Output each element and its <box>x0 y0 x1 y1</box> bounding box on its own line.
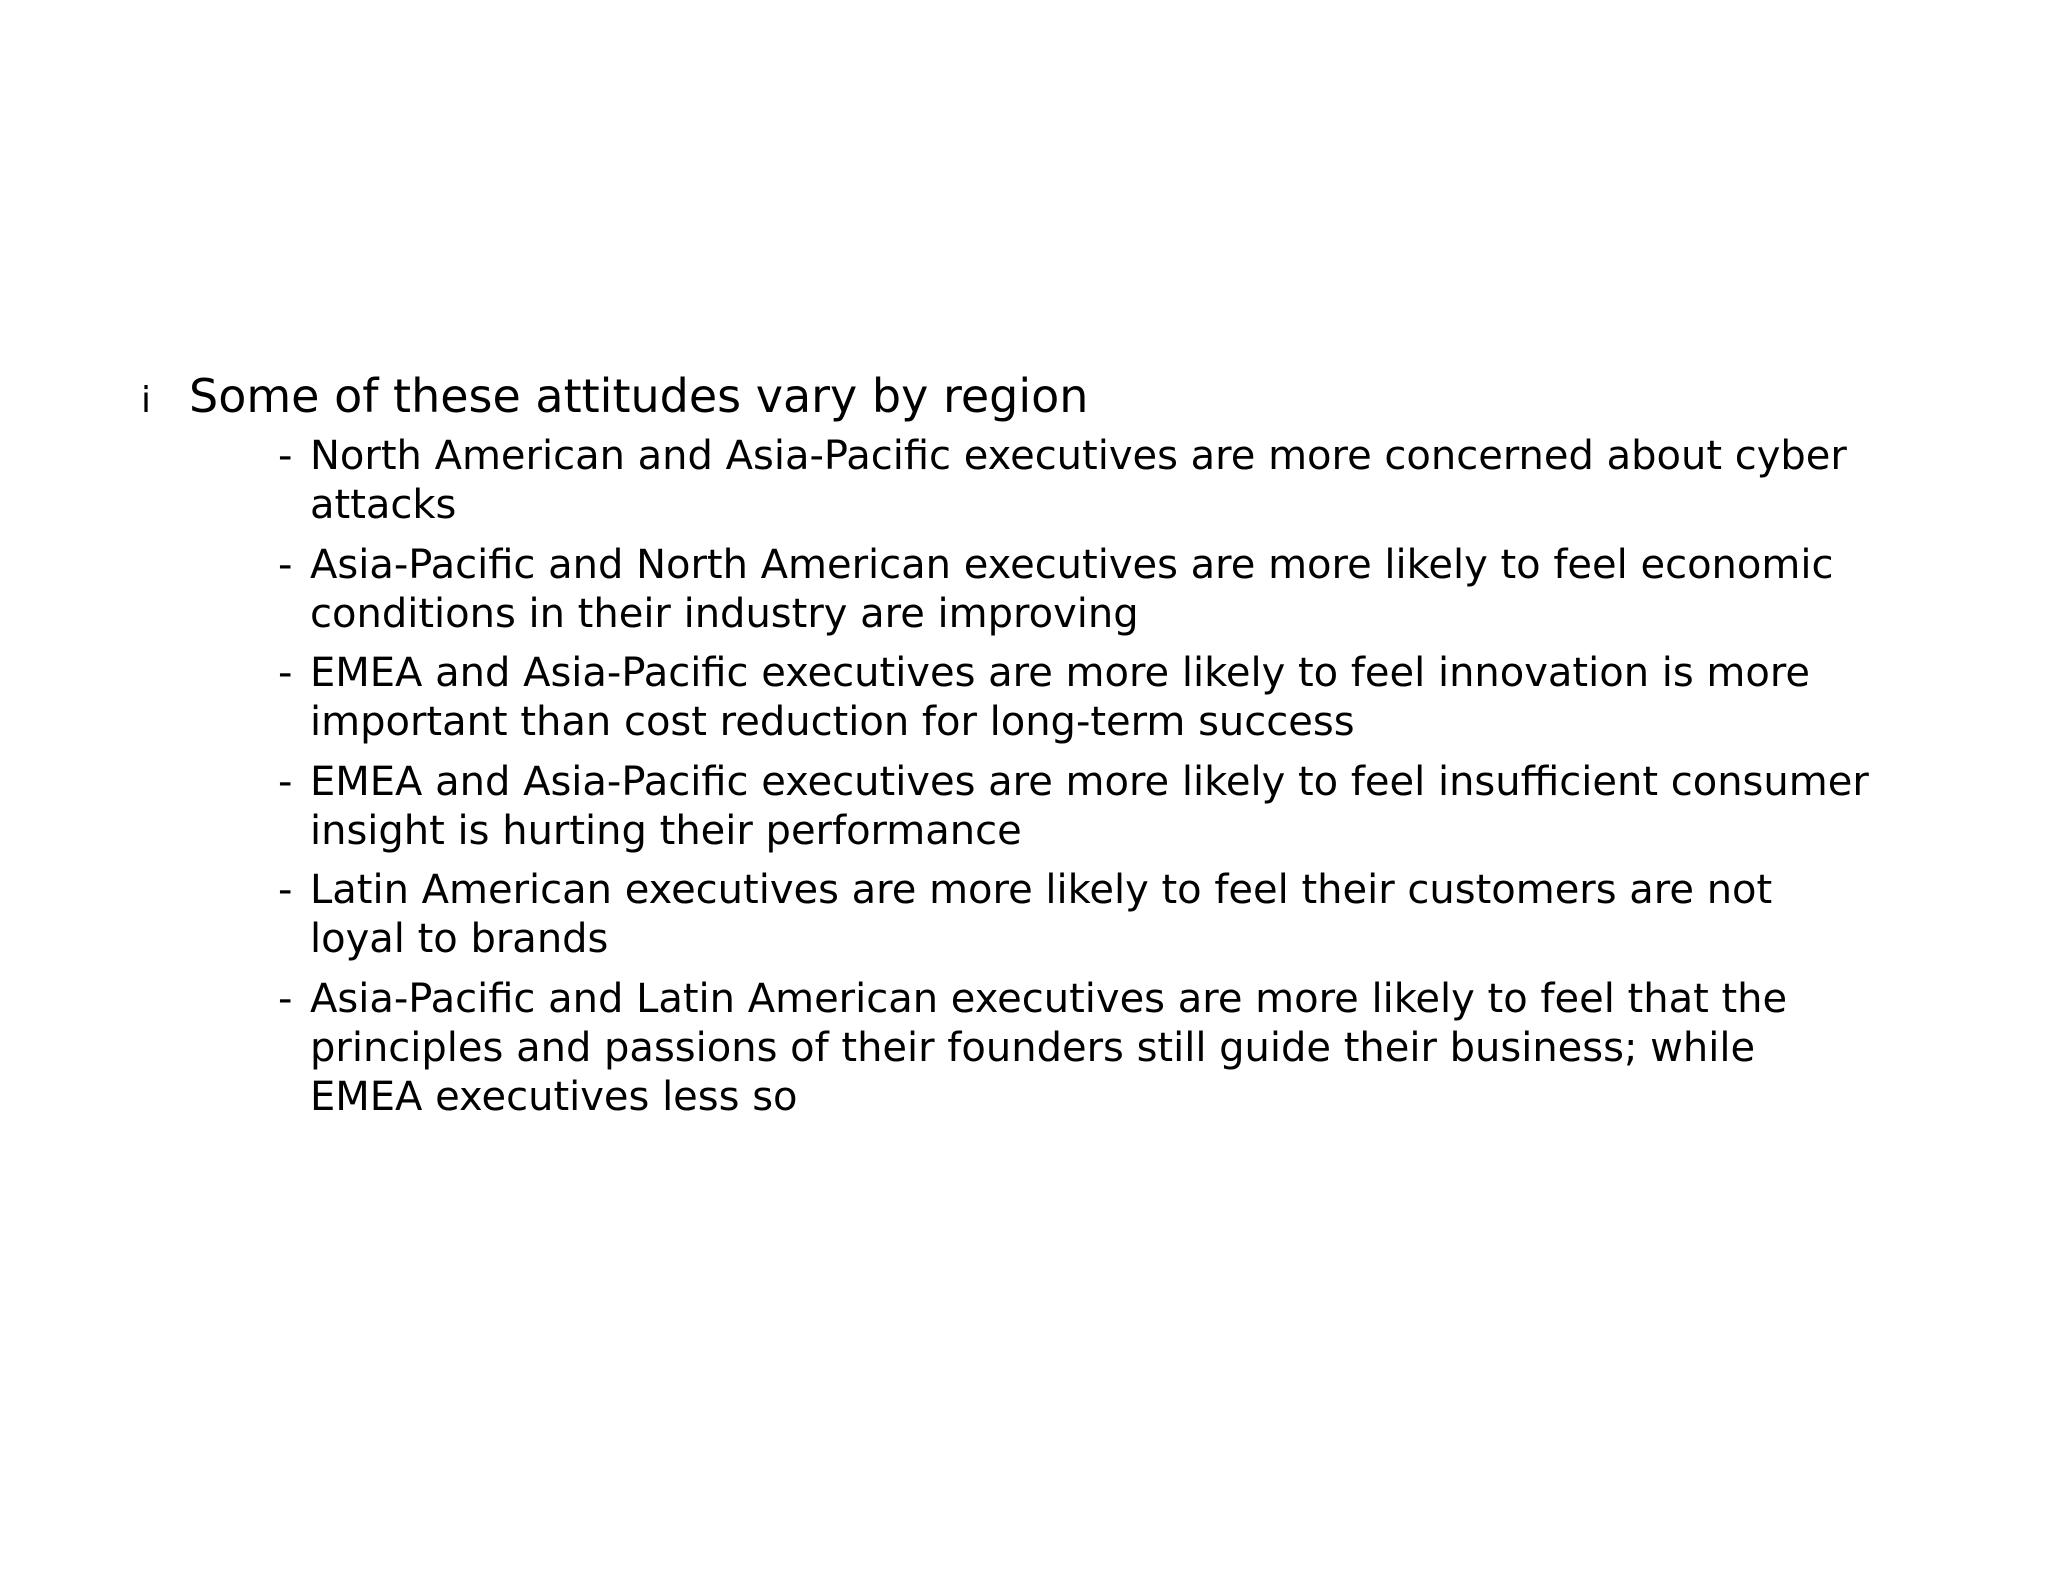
sub-bullet-text: EMEA and Asia-Pacific executives are more likely to feel innovation is more important than cost reduction for long-term success <box>310 650 1811 745</box>
sub-bullet-text: Latin American executives are more likely to feel their customers are not loyal to brands <box>310 867 1773 962</box>
sub-bullet-item <box>278 432 1928 530</box>
sub-bullet-item <box>278 649 1928 747</box>
dash-marker: - <box>278 867 293 913</box>
sub-bullet-item <box>278 758 1928 856</box>
sub-bullet-item <box>278 866 1928 964</box>
sub-bullet-text: North American and Asia-Pacific executives are more concerned about cyber attacks <box>310 433 1847 528</box>
sub-bullet-list <box>278 432 1928 1132</box>
main-bullet <box>141 367 1941 426</box>
sub-bullet-item <box>278 975 1928 1122</box>
dash-marker: - <box>278 650 293 696</box>
dash-marker: - <box>278 433 293 479</box>
main-bullet-marker: i <box>141 380 152 421</box>
sub-bullet-text: Asia-Pacific and North American executives are more likely to feel economic conditions in their industry are improving <box>310 541 1834 637</box>
sub-bullet-text: Asia-Pacific and Latin American executives are more likely to feel that the principles and passions of their founders still guide their business; while EMEA executives less so <box>310 975 1788 1120</box>
dash-marker: - <box>278 758 293 805</box>
sub-bullet-text: EMEA and Asia-Pacific executives are more likely to feel insufficient consumer insight is hurting their performance <box>310 758 1869 854</box>
dash-marker: - <box>278 975 293 1022</box>
dash-marker: - <box>278 541 293 588</box>
sub-bullet-item <box>278 541 1928 639</box>
main-bullet-text: Some of these attitudes vary by region <box>189 369 1089 423</box>
